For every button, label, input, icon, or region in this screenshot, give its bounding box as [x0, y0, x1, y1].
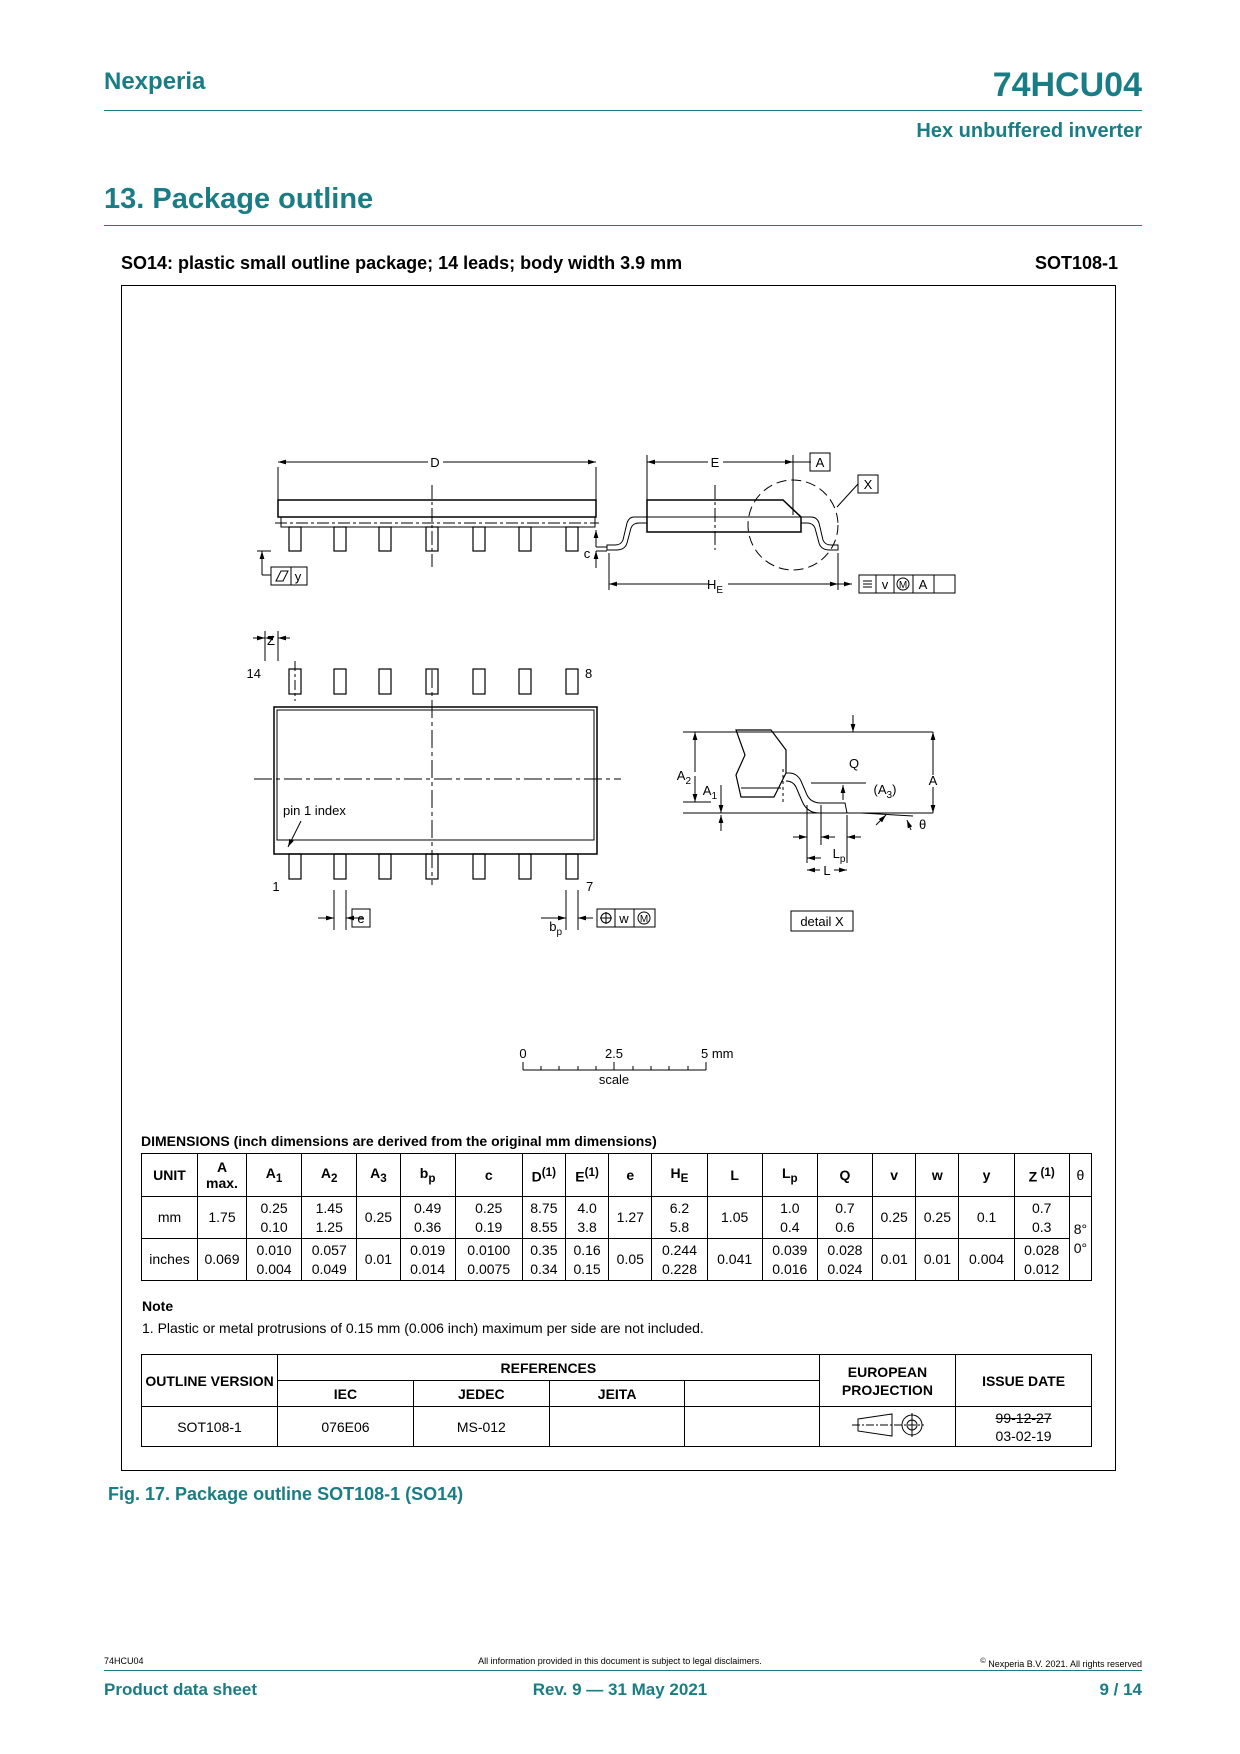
- footer-copyright: [980, 1656, 1142, 1669]
- issue-date-header: ISSUE DATE: [956, 1355, 1092, 1407]
- jeita-value: [549, 1407, 685, 1447]
- dimensions-header-row: [142, 1154, 1092, 1197]
- table-cell: mm: [142, 1197, 198, 1239]
- col-w: w: [916, 1154, 959, 1197]
- section-title: 13. Package outline: [104, 183, 374, 215]
- table-cell: 8.75 8.55: [522, 1197, 565, 1239]
- scale-zero: 0: [519, 1046, 527, 1061]
- col-A3: $A_3$: [357, 1154, 400, 1197]
- table-cell: 0.01: [873, 1239, 916, 1281]
- table-cell: 1.45 1.25: [302, 1197, 357, 1239]
- col-v: v: [873, 1154, 916, 1197]
- figure-caption: Fig. 17. Package outline SOT108-1 (SO14): [108, 1484, 464, 1504]
- scale-label: scale: [598, 1072, 630, 1087]
- footer-page: 9 / 14: [1099, 1680, 1142, 1699]
- dimensions-row-mm: [142, 1197, 1092, 1239]
- package-code: SOT108-1: [1034, 253, 1118, 273]
- pin-1-label: 1: [272, 879, 280, 894]
- footer-divider: [104, 1670, 1142, 1671]
- header-divider: [104, 110, 1142, 111]
- footer-revision: Rev. 9 — 31 May 2021: [532, 1680, 708, 1699]
- dimensions-title: DIMENSIONS (inch dimensions are derived from the original mm dimensions): [141, 1133, 657, 1149]
- first-angle-projection-icon: [842, 1410, 932, 1440]
- copyright-mark: ©: [980, 1656, 986, 1665]
- scale-mid: 2.5: [604, 1046, 624, 1061]
- table-cell: 0.244 0.228: [652, 1239, 707, 1281]
- table-cell: 0.057 0.049: [302, 1239, 357, 1281]
- pin1-index-label: pin 1 index: [283, 803, 346, 818]
- dim-theta-label: θ: [919, 817, 927, 832]
- scale-bar: [519, 1046, 733, 1087]
- table-cell: 0.25 0.10: [247, 1197, 302, 1239]
- dim-Q-label: Q: [848, 756, 860, 771]
- col-theta: θ: [1069, 1154, 1091, 1197]
- dimensions-row-inches: [142, 1239, 1092, 1281]
- table-cell: 0.069: [198, 1239, 247, 1281]
- table-cell: 0.019 0.014: [400, 1239, 455, 1281]
- pin-7-label: 7: [586, 879, 594, 894]
- table-cell: 0.25: [873, 1197, 916, 1239]
- dim-A1-label: $A_1$: [702, 783, 717, 802]
- table-cell: 0.0100 0.0075: [455, 1239, 522, 1281]
- table-cell: 0.028 0.024: [817, 1239, 872, 1281]
- side-view: [257, 455, 599, 585]
- side-leads: [289, 527, 578, 551]
- detail-x-view: [677, 715, 938, 931]
- dim-A3-label: $(A_3)$: [873, 782, 897, 801]
- datum-A-box: A: [815, 455, 825, 470]
- iec-value: 076E06: [278, 1407, 414, 1447]
- table-cell: 0.028 0.012: [1014, 1239, 1069, 1281]
- table-cell: 0.05: [609, 1239, 652, 1281]
- col-c: c: [455, 1154, 522, 1197]
- note-text: 1. Plastic or metal protrusions of 0.15 mm (0.006 inch) maximum per side are not included.: [142, 1320, 704, 1336]
- brand-name: Nexperia: [104, 68, 206, 95]
- part-subtitle: Hex unbuffered inverter: [916, 120, 1142, 142]
- package-drawing: [121, 285, 1116, 1145]
- footer-disclaimer: All information provided in this document is subject to legal disclaimers.: [478, 1656, 762, 1666]
- table-cell: 0.010 0.004: [247, 1239, 302, 1281]
- tol-v-label: v: [881, 577, 889, 592]
- dim-E-label: E: [710, 455, 720, 470]
- empty-ref-header: [685, 1381, 819, 1407]
- col-HE: $H_E$: [652, 1154, 707, 1197]
- table-cell: 0.25: [916, 1197, 959, 1239]
- detail-X-box: X: [863, 477, 873, 492]
- tol-M-label: M: [898, 580, 908, 591]
- outline-version-header: OUTLINE VERSION: [142, 1355, 278, 1407]
- european-projection-header: EUROPEAN PROJECTION: [819, 1355, 955, 1407]
- col-Lp: $L_p$: [762, 1154, 817, 1197]
- extra-ref-value: [685, 1407, 819, 1447]
- table-cell: 0.35 0.34: [522, 1239, 565, 1281]
- table-cell: 0.16 0.15: [565, 1239, 608, 1281]
- issue-date-value: [956, 1407, 1092, 1447]
- dim-e-label: e: [357, 911, 365, 926]
- footer-doc-id: 74HCU04: [104, 1656, 144, 1666]
- issue-date-old: 99-12-27: [995, 1409, 1052, 1426]
- bottom-leads: [289, 854, 578, 879]
- references-table: [141, 1354, 1092, 1447]
- table-cell: 0.25: [357, 1197, 400, 1239]
- table-cell: inches: [142, 1239, 198, 1281]
- tol-w-label: w: [619, 911, 629, 926]
- scale-max: 5 mm: [701, 1046, 734, 1061]
- end-view: [584, 453, 955, 596]
- section-divider: [104, 225, 1142, 226]
- top-leads: [289, 669, 578, 694]
- table-cell: 6.2 5.8: [652, 1197, 707, 1239]
- dim-y-label: y: [294, 569, 302, 584]
- col-A1: $A_1$: [247, 1154, 302, 1197]
- outline-version-value: SOT108-1: [142, 1407, 278, 1447]
- table-cell: 0.041: [707, 1239, 762, 1281]
- table-cell: 1.0 0.4: [762, 1197, 817, 1239]
- col-y: y: [959, 1154, 1014, 1197]
- table-cell: 0.7 0.6: [817, 1197, 872, 1239]
- jedec-header: JEDEC: [413, 1381, 549, 1407]
- dim-A2-label: $A_2$: [676, 768, 691, 787]
- dim-D-label: D: [430, 455, 440, 470]
- note-title: Note: [142, 1298, 174, 1314]
- package-title: SO14: plastic small outline package; 14 leads; body width 3.9 mm: [121, 253, 683, 273]
- top-view: [247, 631, 655, 938]
- tol-datum-A: A: [918, 577, 928, 592]
- theta-cell: 8° 0°: [1069, 1197, 1091, 1281]
- detail-x-label: detail X: [800, 914, 844, 929]
- col-unit: UNIT: [142, 1154, 198, 1197]
- pin-8-label: 8: [585, 666, 593, 681]
- dim-L-label: L: [823, 863, 831, 878]
- pin-14-label: 14: [246, 666, 261, 681]
- table-cell: 1.27: [609, 1197, 652, 1239]
- table-cell: 0.25 0.19: [455, 1197, 522, 1239]
- table-cell: 1.75: [198, 1197, 247, 1239]
- dim-A-label: A: [928, 773, 938, 788]
- part-number: 74HCU04: [992, 66, 1142, 104]
- footer-doc-type: Product data sheet: [104, 1680, 258, 1699]
- dim-Z-label: Z: [267, 633, 275, 648]
- table-cell: 0.01: [916, 1239, 959, 1281]
- col-A: A max.: [198, 1154, 247, 1197]
- copyright-text: Nexperia B.V. 2021. All rights reserved: [988, 1659, 1142, 1669]
- col-e: e: [609, 1154, 652, 1197]
- col-Z: Z $^{(1)}$: [1014, 1154, 1069, 1197]
- col-E: $E^{(1)}$: [565, 1154, 608, 1197]
- col-D: $D^{(1)}$: [522, 1154, 565, 1197]
- col-bp: $b_p$: [400, 1154, 455, 1197]
- dim-bp-label: $b_p$: [549, 919, 562, 938]
- col-L: L: [707, 1154, 762, 1197]
- table-cell: 4.0 3.8: [565, 1197, 608, 1239]
- dim-Lp-label: $L_p$: [832, 846, 846, 865]
- table-cell: 0.7 0.3: [1014, 1197, 1069, 1239]
- dimensions-table: [141, 1153, 1092, 1281]
- table-cell: 0.49 0.36: [400, 1197, 455, 1239]
- col-Q: Q: [817, 1154, 872, 1197]
- table-cell: 1.05: [707, 1197, 762, 1239]
- table-cell: 0.01: [357, 1239, 400, 1281]
- dim-HE-label: $H_E$: [706, 577, 724, 596]
- dim-c-label: c: [583, 546, 591, 561]
- table-cell: 0.004: [959, 1239, 1014, 1281]
- references-header: REFERENCES: [278, 1355, 820, 1381]
- iec-header: IEC: [278, 1381, 414, 1407]
- projection-symbol-cell: [819, 1407, 955, 1447]
- tol-w-M-label: M: [639, 914, 649, 925]
- jedec-value: MS-012: [413, 1407, 549, 1447]
- col-A2: $A_2$: [302, 1154, 357, 1197]
- table-cell: 0.1: [959, 1197, 1014, 1239]
- issue-date-new: 03-02-19: [995, 1427, 1052, 1444]
- jeita-header: JEITA: [549, 1381, 685, 1407]
- table-cell: 0.039 0.016: [762, 1239, 817, 1281]
